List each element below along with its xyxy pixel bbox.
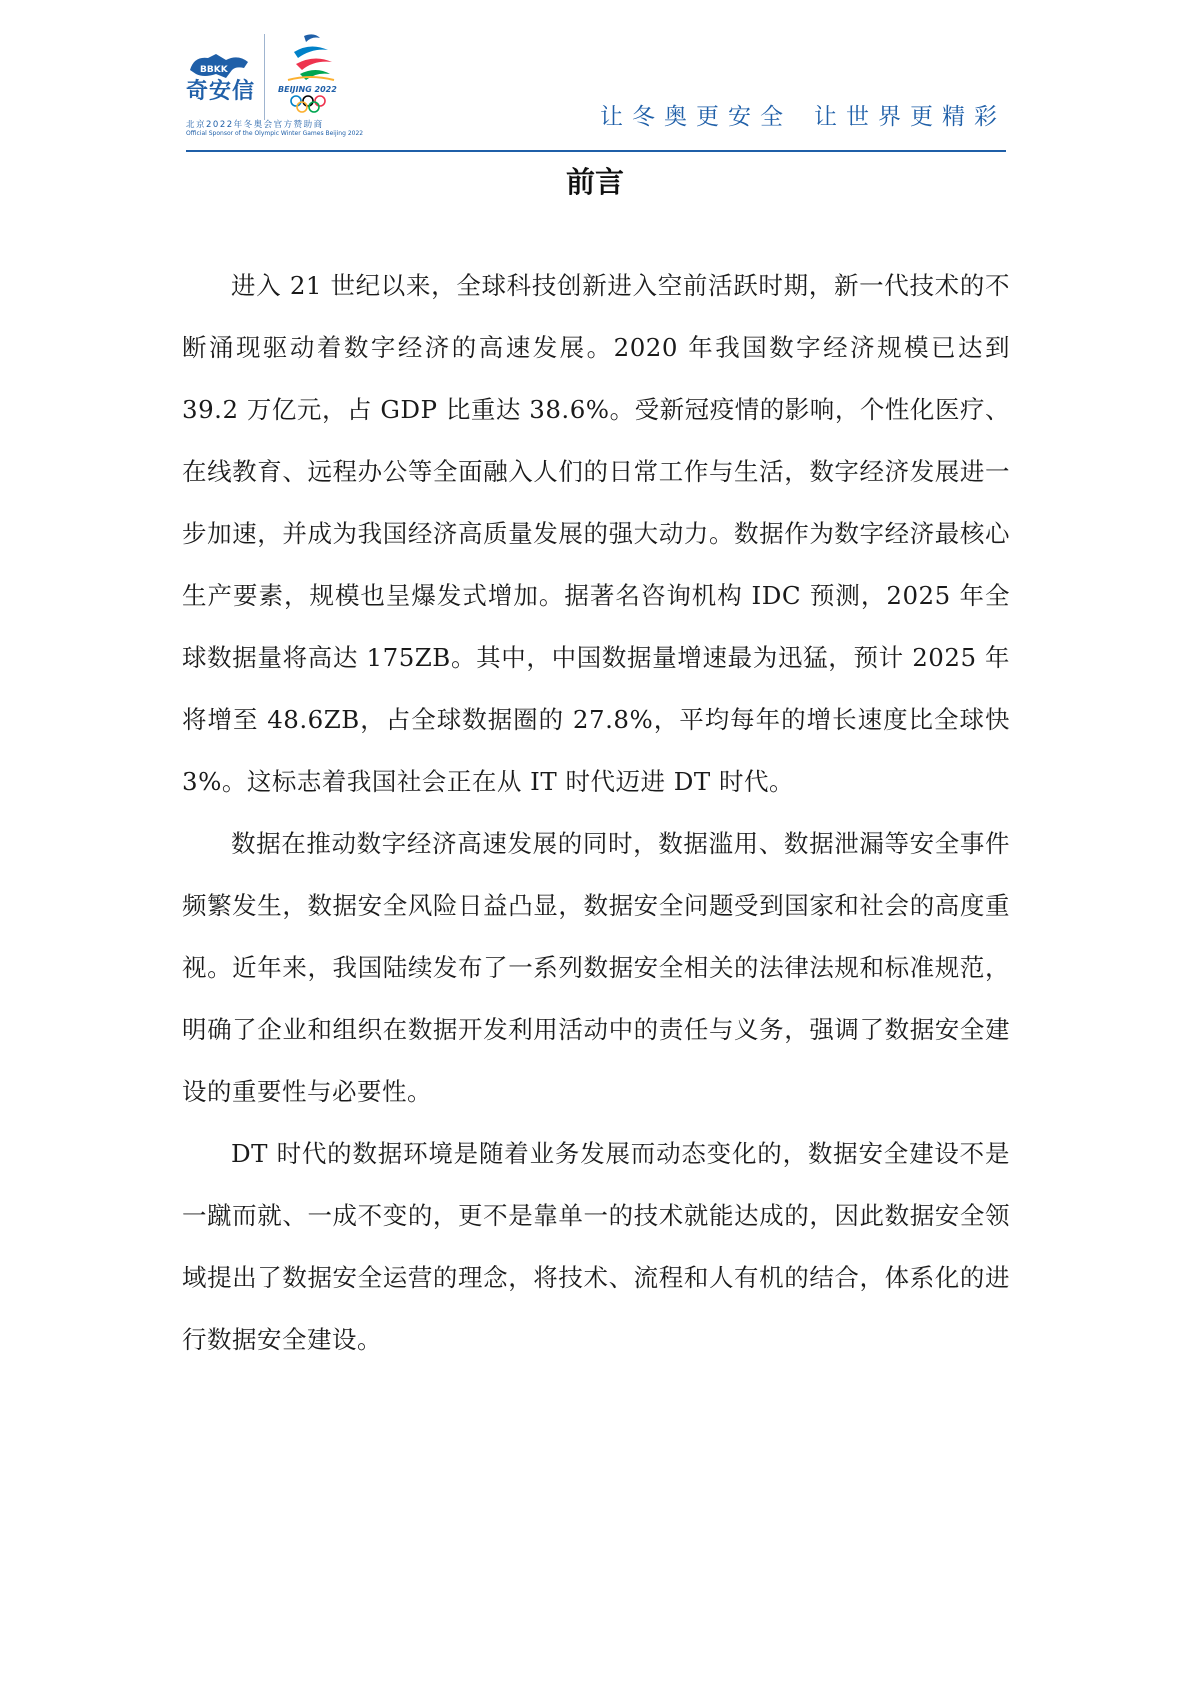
brand-mark-letters: BBKK <box>200 65 228 75</box>
header-divider <box>186 150 1006 152</box>
emblem-text: BEIJING 2022 <box>278 85 337 94</box>
paragraph: 数据在推动数字经济高速发展的同时，数据滥用、数据泄漏等安全事件频繁发生，数据安全风险日益凸显，数据安全问题受到国家和社会的高度重视。近年来，我国陆续发布了一系列数据安全相关的法律法规和标准规范，明确了企业和组织在数据开发利用活动中的责任与义务，强调了数据安全建设的重要性与必要性。 <box>182 829 1010 1106</box>
sponsor-logo <box>186 30 364 142</box>
sponsor-caption-cn: 北京2022年冬奥会官方赞助商 <box>186 120 324 130</box>
paragraph: 进入 21 世纪以来，全球科技创新进入空前活跃时期，新一代技术的不断涌现驱动着数字经济的高速发展。2020 年我国数字经济规模已达到 39.2 万亿元，占 GDP 比重达 38.6%。受新冠疫情的影响，个性化医疗、在线教育、远程办公等全面融入人们的日常工作与生活，数字经济发展进一步加速，并成为我国经济高质量发展的强大动力。数据作为数字经济最核心生产要素，规模也呈爆发式增加。据著名咨询机构 IDC 预测，2025 年全球数据量将高达 175ZB。其中，中国数据量增速最为迅猛，预计 2025 年将增至 48.6ZB，占全球数据圈的 27.8%，平均每年的增长速度比全球快 3%。这标志着我国社会正在从 IT 时代迈进 DT 时代。 <box>182 271 1010 796</box>
page-header <box>186 30 1006 152</box>
slogan-part-2: 让世界更精彩 <box>814 104 1006 130</box>
page-title: 前言 <box>565 165 624 199</box>
brand-name: 奇安信 <box>186 79 256 104</box>
logo-divider <box>264 34 265 120</box>
header-slogan <box>600 98 1006 131</box>
beijing-2022-emblem-icon <box>274 30 346 116</box>
sponsor-caption-en: Official Sponsor of the Olympic Winter Games Beijing 2022 <box>186 130 364 137</box>
body-text <box>182 255 1010 1371</box>
olympic-rings-icon <box>291 96 325 112</box>
slogan-part-1: 让冬奥更安全 <box>600 104 792 130</box>
paragraph: DT 时代的数据环境是随着业务发展而动态变化的，数据安全建设不是一蹴而就、一成不变的，更不是靠单一的技术就能达成的，因此数据安全领域提出了数据安全运营的理念，将技术、流程和人有机的结合，体系化的进行数据安全建设。 <box>182 1139 1010 1354</box>
